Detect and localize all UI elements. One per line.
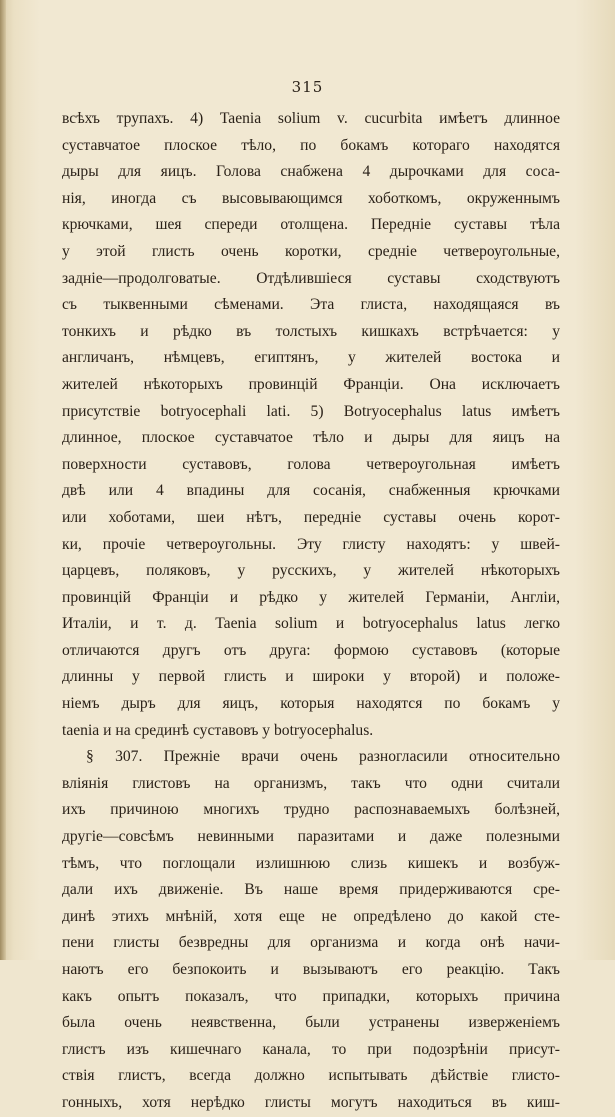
text-line: наютъ его безпокоить и вызываютъ его реакцію. Такъ xyxy=(62,961,560,978)
text-line: Италіи, и т. д. Taenia solium и botryocephalus latus легко xyxy=(62,615,560,633)
text-line: тонкихъ и рѣдко въ толстыхъ кишкахъ встрѣчается: у xyxy=(62,322,560,340)
text-line: у этой глисть очень коротки, средніе четвероугольные, xyxy=(62,242,560,260)
text-line: присутствіе botryocephali lati. 5) Botryocephalus latus имѣетъ xyxy=(62,402,560,420)
text-line: съ тыквенными сѣменами. Эта глиста, находящаяся въ xyxy=(62,296,560,314)
page-binding-edge xyxy=(0,0,6,960)
text-line: двѣ или 4 впадины для сосанія, снабженныя крючками xyxy=(62,482,560,500)
text-line: поверхности суставовъ, голова четвероугольная имѣетъ xyxy=(62,455,560,473)
text-line: ихъ причиною многихъ трудно распознаваемыхъ болѣзней, xyxy=(62,801,560,819)
text-line: какъ опытъ показалъ, что припадки, которыхъ причина xyxy=(62,987,560,1005)
text-line: ствія глистъ, всегда должно испытывать дѣйствіе глисто- xyxy=(62,1067,560,1085)
text-line: глистъ изъ кишечнаго канала, то при подозрѣніи присут- xyxy=(62,1040,560,1058)
text-line: ки, прочіе четвероугольны. Эту глисту находятъ: у швей- xyxy=(62,535,560,553)
text-line: пени глисты безвредны для организма и когда онѣ начи- xyxy=(62,934,560,952)
text-line: ніемъ дыръ для яицъ, которыя находятся по бокамъ у xyxy=(62,695,560,713)
text-line: дали ихъ движеніе. Въ наше время придерживаются сре- xyxy=(62,881,560,899)
text-line: дыры для яицъ. Голова снабжена 4 дырочками для соса- xyxy=(62,163,560,181)
body-text xyxy=(62,106,560,1117)
text-line: тѣмъ, что поглощали излишнюю слизь кишекъ и возбуж- xyxy=(62,854,560,872)
text-line: крючками, шея спереди отолщена. Передніе суставы тѣла xyxy=(62,216,560,234)
section-heading-line: § 307. Прежніе врачи очень разногласили относительно xyxy=(86,748,560,766)
text-line: taenia и на срединѣ суставовъ у botryocephalus. xyxy=(62,721,374,739)
text-line: длинны у первой глисть и широки у второй) и положе- xyxy=(62,668,560,686)
text-line: вліянія глистовъ на организмъ, такъ что одни считали xyxy=(62,774,560,792)
text-line: была очень неявственна, были устранены изверженіемъ xyxy=(62,1014,560,1032)
text-line: англичанъ, нѣмцевъ, египтянъ, у жителей востока и xyxy=(62,349,560,367)
text-line: жителей нѣкоторыхъ провинцій Франціи. Она исключаетъ xyxy=(62,375,560,393)
text-line: другіе—совсѣмъ невинными паразитами и даже полезными xyxy=(62,828,560,846)
text-line: динѣ этихъ мнѣній, хотя еще не опредѣлено до какой сте- xyxy=(62,907,560,925)
text-line: задніе—продолговатые. Отдѣлившіеся суставы сходствуютъ xyxy=(62,269,560,287)
text-line: суставчатое плоское тѣло, по бокамъ котораго находятся xyxy=(62,136,560,154)
text-line: или хоботами, шеи нѣтъ, передніе суставы очень корот- xyxy=(62,508,560,526)
text-line: нія, иногда съ высовывающимся хоботкомъ, окруженнымъ xyxy=(62,189,560,207)
text-line: провинцій Франціи и рѣдко у жителей Германіи, Англіи, xyxy=(62,588,560,606)
text-line: отличаются другъ отъ друга: формою суставовъ (которые xyxy=(62,641,560,659)
text-line: царцевъ, поляковъ, у русскихъ, у жителей нѣкоторыхъ xyxy=(62,562,560,580)
page-number: 315 xyxy=(291,78,324,96)
text-line: гонныхъ, хотя нерѣдко глисты могутъ находиться въ киш- xyxy=(62,1093,560,1111)
text-line: всѣхъ трупахъ. 4) Taenia solium v. cucurbita имѣетъ длинное xyxy=(62,110,560,127)
text-line: длинное, плоское суставчатое тѣло и дыры для яицъ на xyxy=(62,429,560,447)
